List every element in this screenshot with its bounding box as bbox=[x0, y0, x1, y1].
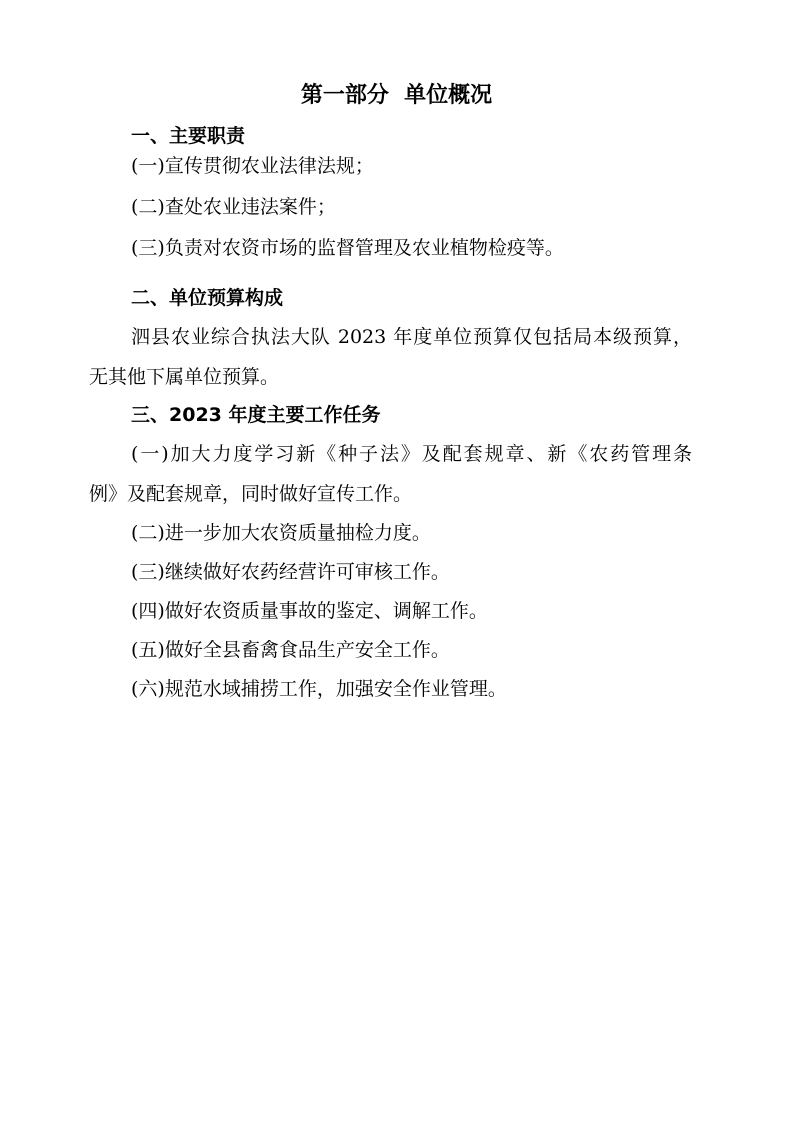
task-item-1-line-2: 例》及配套规章，同时做好宣传工作。 bbox=[89, 483, 413, 505]
task-item-1-line-1: (一)加大力度学习新《种子法》及配套规章、新《农药管理条 bbox=[131, 443, 692, 465]
task-item-5: (五)做好全县畜禽食品生产安全工作。 bbox=[131, 639, 450, 661]
budget-paragraph-line-1: 泗县农业综合执法大队 2023 年度单位预算仅包括局本级预算， bbox=[131, 326, 692, 348]
duty-item-3: (三)负责对农资市场的监督管理及农业植物检疫等。 bbox=[131, 237, 564, 259]
duty-item-1: (一)宣传贯彻农业法律法规； bbox=[131, 155, 374, 177]
task-item-6: (六)规范水域捕捞工作，加强安全作业管理。 bbox=[131, 678, 507, 700]
page-title: 第一部分 单位概况 bbox=[300, 83, 493, 108]
section-heading-main-tasks: 三、2023 年度主要工作任务 bbox=[131, 404, 381, 426]
section-heading-duties: 一、主要职责 bbox=[131, 125, 246, 147]
task-item-4: (四)做好农资质量事故的鉴定、调解工作。 bbox=[131, 600, 488, 622]
duty-item-2: (二)查处农业违法案件； bbox=[131, 196, 336, 218]
task-item-3: (三)继续做好农药经营许可审核工作。 bbox=[131, 561, 450, 583]
section-heading-budget-composition: 二、单位预算构成 bbox=[131, 287, 284, 309]
task-item-2: (二)进一步加大农资质量抽检力度。 bbox=[131, 522, 431, 544]
budget-paragraph-line-2: 无其他下属单位预算。 bbox=[89, 366, 280, 388]
